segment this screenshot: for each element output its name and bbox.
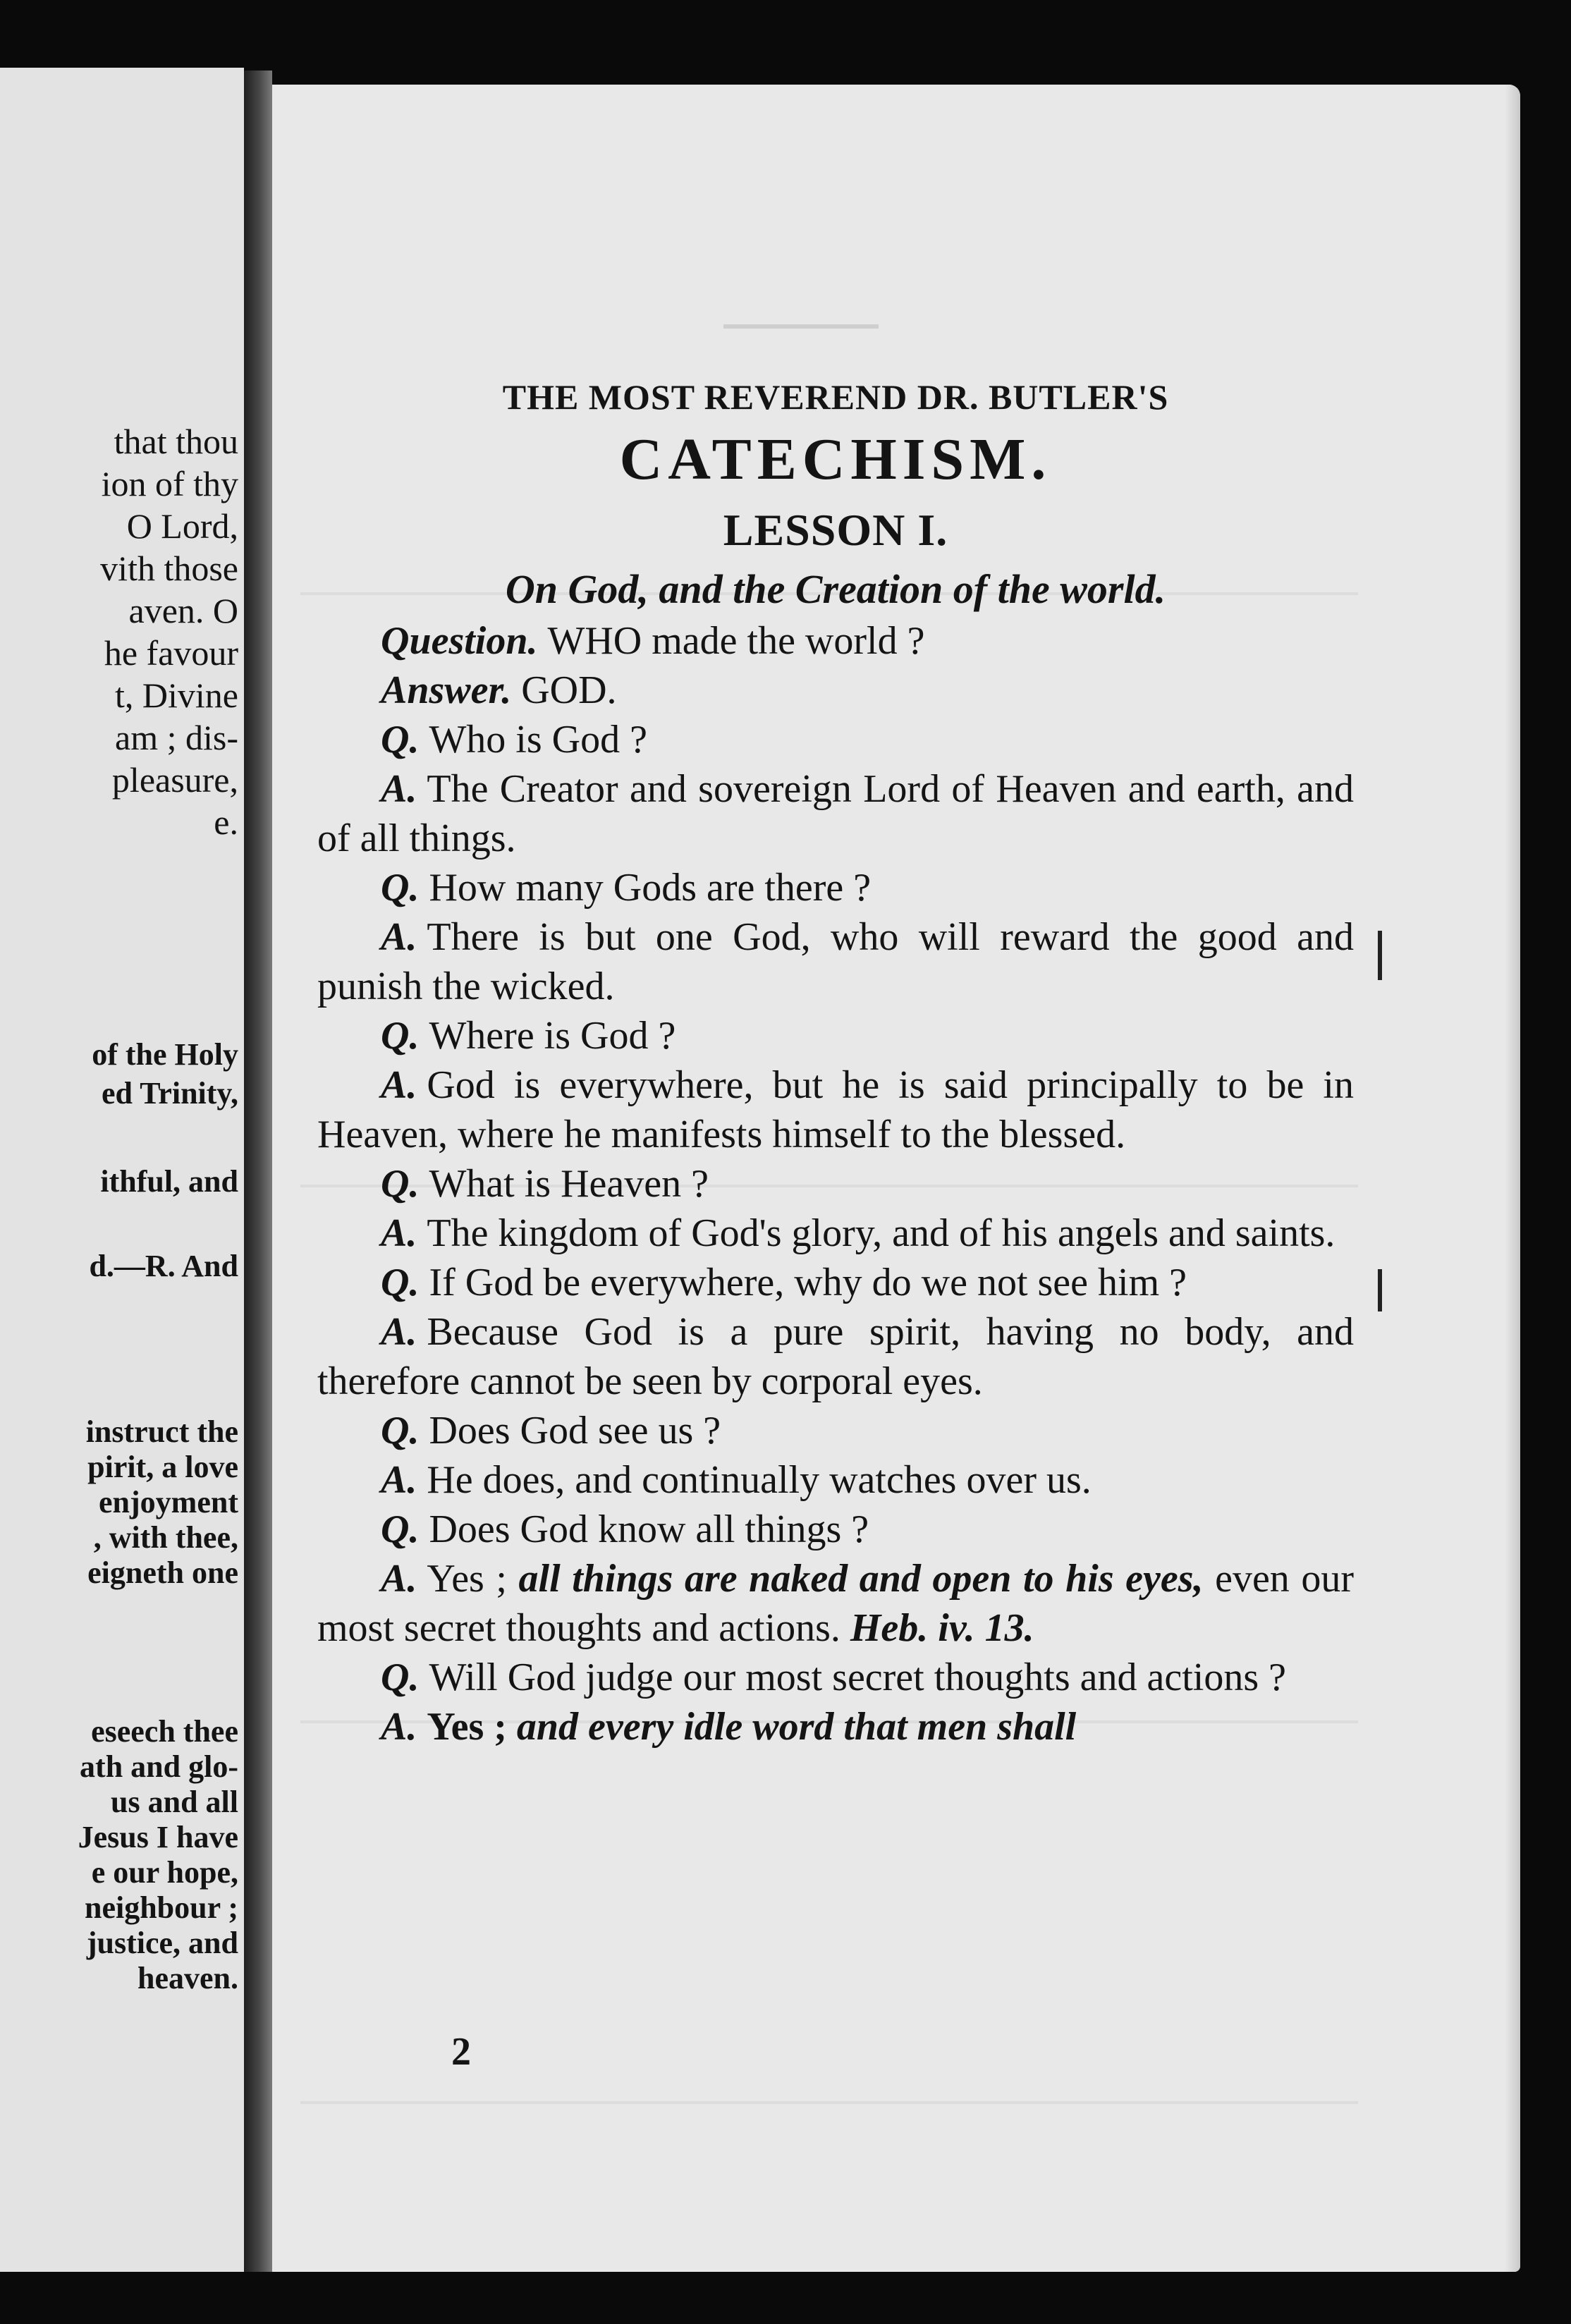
qa-paragraph [317,1653,1354,1702]
show-through-mark [723,324,879,329]
scripture-quote: and every idle word that men shall [516,1705,1077,1749]
left-line: he favour [104,633,238,673]
lesson-heading: LESSON I. [723,505,948,555]
left-bold-line: enjoyment [99,1485,238,1519]
qa-paragraph [317,1702,1354,1751]
left-bold-line: neighbour ; [84,1890,238,1925]
signature-mark: 2 [451,2030,471,2074]
left-line: am ; dis- [115,718,238,757]
qa-paragraph [317,1060,1354,1159]
left-bold-line: e our hope, [91,1855,238,1890]
book-spine-shadow [244,71,272,2272]
qa-paragraph [317,1258,1354,1307]
qa-text: The Creator and sovereign Lord of Heaven and earth, and of all things. [317,767,1354,860]
left-bold-line: Jesus I have [78,1820,238,1854]
qa-text: Yes ; [427,1557,507,1601]
qa-text: How many Gods are there ? [429,866,872,910]
qa-label: A. [381,1705,417,1749]
qa-text: Who is God ? [429,718,647,762]
left-line: aven. O [128,591,238,630]
qa-label: A. [381,767,417,811]
qa-text: Where is God ? [429,1014,676,1058]
qa-label: Q. [381,1014,420,1058]
left-bold-line: d.—R. And [89,1249,238,1283]
qa-paragraph [317,863,1354,912]
page-edge-shadow [1505,85,1520,2272]
qa-text: What is Heaven ? [429,1162,709,1206]
scripture-quote: all things are naked and open to his eyes, [518,1557,1204,1601]
left-bold-line: eseech thee [91,1714,238,1749]
qa-label: Q. [381,1507,420,1551]
qa-paragraph [317,715,1354,764]
qa-label: A. [381,1310,417,1354]
qa-label: Q. [381,1409,420,1452]
qa-text: even our most secret thoughts and actions. [317,1557,1355,1650]
qa-label: A. [381,1211,417,1255]
qa-paragraph [317,1554,1354,1653]
qa-paragraph [317,1505,1354,1554]
qa-label: Q. [381,1261,420,1304]
left-line: e. [214,802,238,842]
qa-label: Q. [381,1656,420,1699]
qa-text: He does, and continually watches over us. [427,1458,1092,1502]
qa-text: The kingdom of God's glory, and of his angels and saints. [427,1211,1335,1255]
qa-paragraph [317,1406,1354,1455]
qa-label: A. [381,1063,417,1107]
lesson-subtitle: On God, and the Creation of the world. [505,566,1166,612]
qa-label: A. [381,1557,417,1601]
left-bold-line: eigneth one [87,1555,238,1590]
qa-text: GOD. [521,668,617,712]
qa-paragraph [317,1209,1354,1258]
left-line: t, Divine [115,675,238,715]
qa-text: Yes ; [427,1705,507,1749]
left-line: ion of thy [101,464,238,503]
left-bold-line: heaven. [137,1961,238,1995]
qa-text: If God be everywhere, why do we not see him ? [429,1261,1187,1304]
qa-label: A. [381,915,417,959]
catechism-text [317,372,1354,1751]
left-bold-line: justice, and [86,1926,238,1960]
margin-mark [1378,1269,1382,1311]
left-line: that thou [114,422,238,461]
qa-paragraph [317,1159,1354,1209]
qa-text: There is but one God, who will reward the good and punish the wicked. [317,915,1354,1008]
qa-text: God is everywhere, but he is said principally to be in Heaven, where he manifests himself to the blessed. [317,1063,1354,1156]
qa-label: A. [381,1458,417,1502]
left-bold-line: pirit, a love [87,1450,238,1484]
qa-paragraph [317,764,1354,863]
qa-text: WHO made the world ? [547,619,925,663]
left-line: vith those [100,549,238,588]
left-bold-line: us and all [111,1785,238,1819]
page-header: THE MOST REVEREND DR. BUTLER'S [502,377,1169,417]
qa-label: Answer. [381,668,512,712]
left-bold-line: of the Holy [92,1037,238,1072]
qa-paragraph [317,616,1354,666]
page-title: CATECHISM. [619,427,1052,492]
left-facing-page [0,68,244,2272]
qa-paragraph [317,1011,1354,1060]
qa-paragraph [317,912,1354,1011]
qa-label: Q. [381,866,420,910]
right-page [272,85,1520,2272]
left-bold-line: , with thee, [93,1520,238,1555]
scripture-reference: Heb. iv. 13. [850,1606,1034,1650]
left-bold-line: ath and glo- [80,1749,238,1784]
qa-text: Will God judge our most secret thoughts and actions ? [429,1656,1286,1699]
left-bold-line: instruct the [85,1414,238,1449]
qa-label: Question. [381,619,538,663]
qa-text: Does God see us ? [429,1409,721,1452]
qa-text: Because God is a pure spirit, having no body, and therefore cannot be seen by corporal eyes. [317,1310,1354,1403]
left-line: O Lord, [126,506,238,546]
qa-label: Q. [381,718,420,762]
left-bold-line: ed Trinity, [102,1076,238,1111]
qa-label: Q. [381,1162,420,1206]
qa-text: Does God know all things ? [429,1507,869,1551]
margin-mark [1378,931,1382,980]
left-line: pleasure, [111,760,238,800]
show-through-mark [300,2101,1358,2104]
qa-paragraph [317,1307,1354,1406]
qa-paragraph [317,1455,1354,1505]
qa-paragraph [317,666,1354,715]
left-bold-line: ithful, and [100,1164,238,1199]
